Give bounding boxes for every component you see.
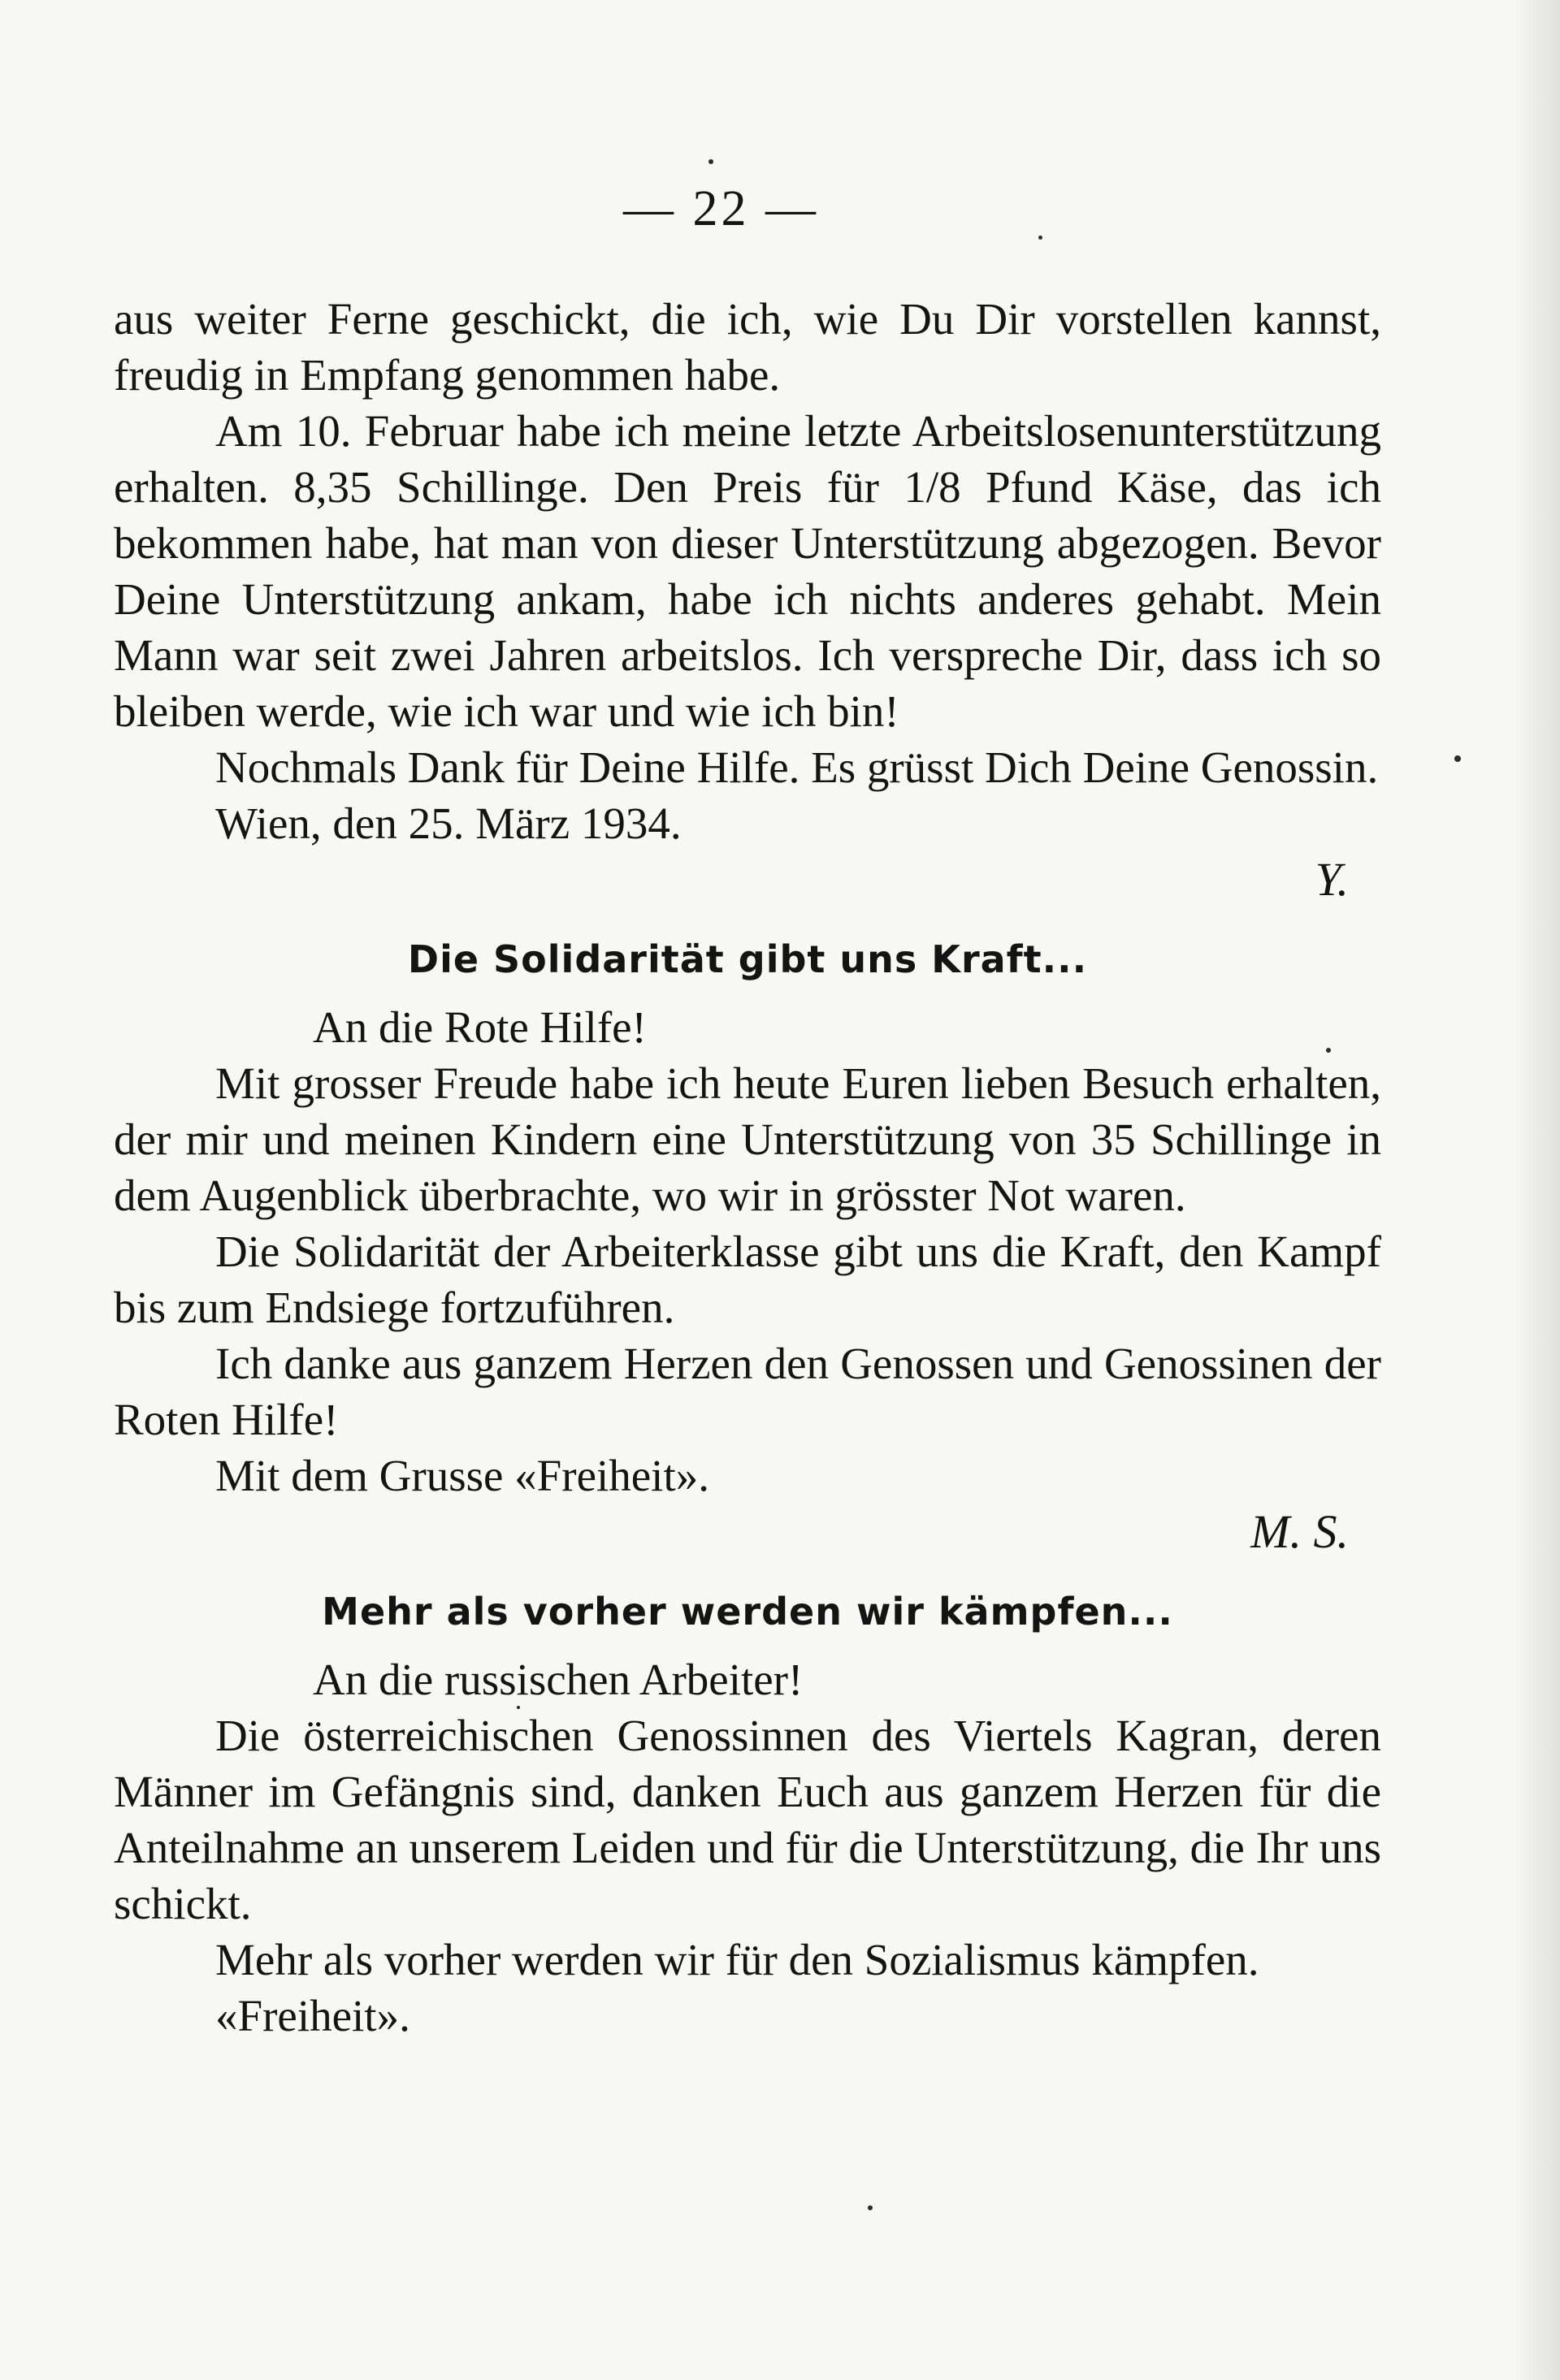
letter-3-paragraph: Die österreichischen Genossinnen des Viertels Kagran, deren Männer im Gefängnis sind, danken Euch aus ganzem Herzen für die Anteilnahme an unserem Leiden und für die Unterstützung, die Ihr uns schickt. bbox=[114, 1711, 1381, 1928]
letter-2-salutation: An die Rote Hilfe! bbox=[313, 1002, 647, 1052]
page-body bbox=[114, 291, 1381, 2044]
letter-2-paragraph: Ich danke aus ganzem Herzen den Genossen und Genossinen der Roten Hilfe! bbox=[114, 1339, 1381, 1444]
letter-3-salutation: An die russischen Arbeiter! bbox=[313, 1655, 804, 1704]
letter-2-signature: M. S. bbox=[1250, 1505, 1349, 1558]
letter-2-paragraph: Mit grosser Freude habe ich heute Euren lieben Besuch erhalten, der mir und meinen Kindern eine Unterstützung von 35 Schillinge in dem Augenblick überbrachte, wo wir in grösster Not waren. bbox=[114, 1058, 1381, 1220]
letter-1-paragraph: Nochmals Dank für Deine Hilfe. Es grüsst Dich Deine Genossin. bbox=[215, 742, 1379, 792]
scan-speck bbox=[1454, 755, 1461, 762]
letter-1-paragraph: aus weiter Ferne geschickt, die ich, wie Du Dir vorstellen kannst, freudig in Empfang genommen habe. bbox=[114, 294, 1381, 400]
scan-speck bbox=[708, 159, 713, 164]
letter-1-paragraph: Am 10. Februar habe ich meine letzte Arbeitslosenunterstützung erhalten. 8,35 Schillinge. Den Preis für 1/8 Pfund Käse, das ich bekommen habe, hat man von dieser Unterstützung abgezogen. Bevor Deine Unterstützung ankam, habe ich nichts anderes gehabt. Mein Mann war seit zwei Jahren arbeitslos. Ich verspreche Dir, dass ich so bleiben werde, wie ich war und wie ich bin! bbox=[114, 406, 1381, 736]
letter-2-heading: Die Solidarität gibt uns Kraft... bbox=[407, 937, 1088, 981]
letter-2 bbox=[114, 932, 1381, 1560]
scan-speck bbox=[1326, 1048, 1331, 1053]
scan-speck bbox=[1038, 236, 1042, 240]
letter-3-closing: «Freiheit». bbox=[215, 1991, 410, 2040]
letter-2-paragraph: Die Solidarität der Arbeiterklasse gibt uns die Kraft, den Kampf bis zum Endsiege fortzuführen. bbox=[114, 1227, 1381, 1332]
letter-1-date: Wien, den 25. März 1934. bbox=[215, 798, 682, 848]
letter-2-closing: Mit dem Grusse «Freiheit». bbox=[215, 1451, 709, 1500]
scan-speck bbox=[517, 1706, 520, 1709]
letter-1-signature: Y. bbox=[1315, 853, 1349, 906]
page-number: — 22 — bbox=[623, 181, 819, 236]
letter-3-heading: Mehr als vorher werden wir kämpfen... bbox=[322, 1590, 1173, 1634]
scan-speck bbox=[868, 2205, 873, 2210]
letter-3 bbox=[114, 1584, 1381, 2044]
letter-1 bbox=[114, 291, 1381, 907]
letter-3-paragraph: Mehr als vorher werden wir für den Sozialismus kämpfen. bbox=[215, 1935, 1259, 1984]
page-edge-shadow bbox=[1511, 0, 1560, 2380]
